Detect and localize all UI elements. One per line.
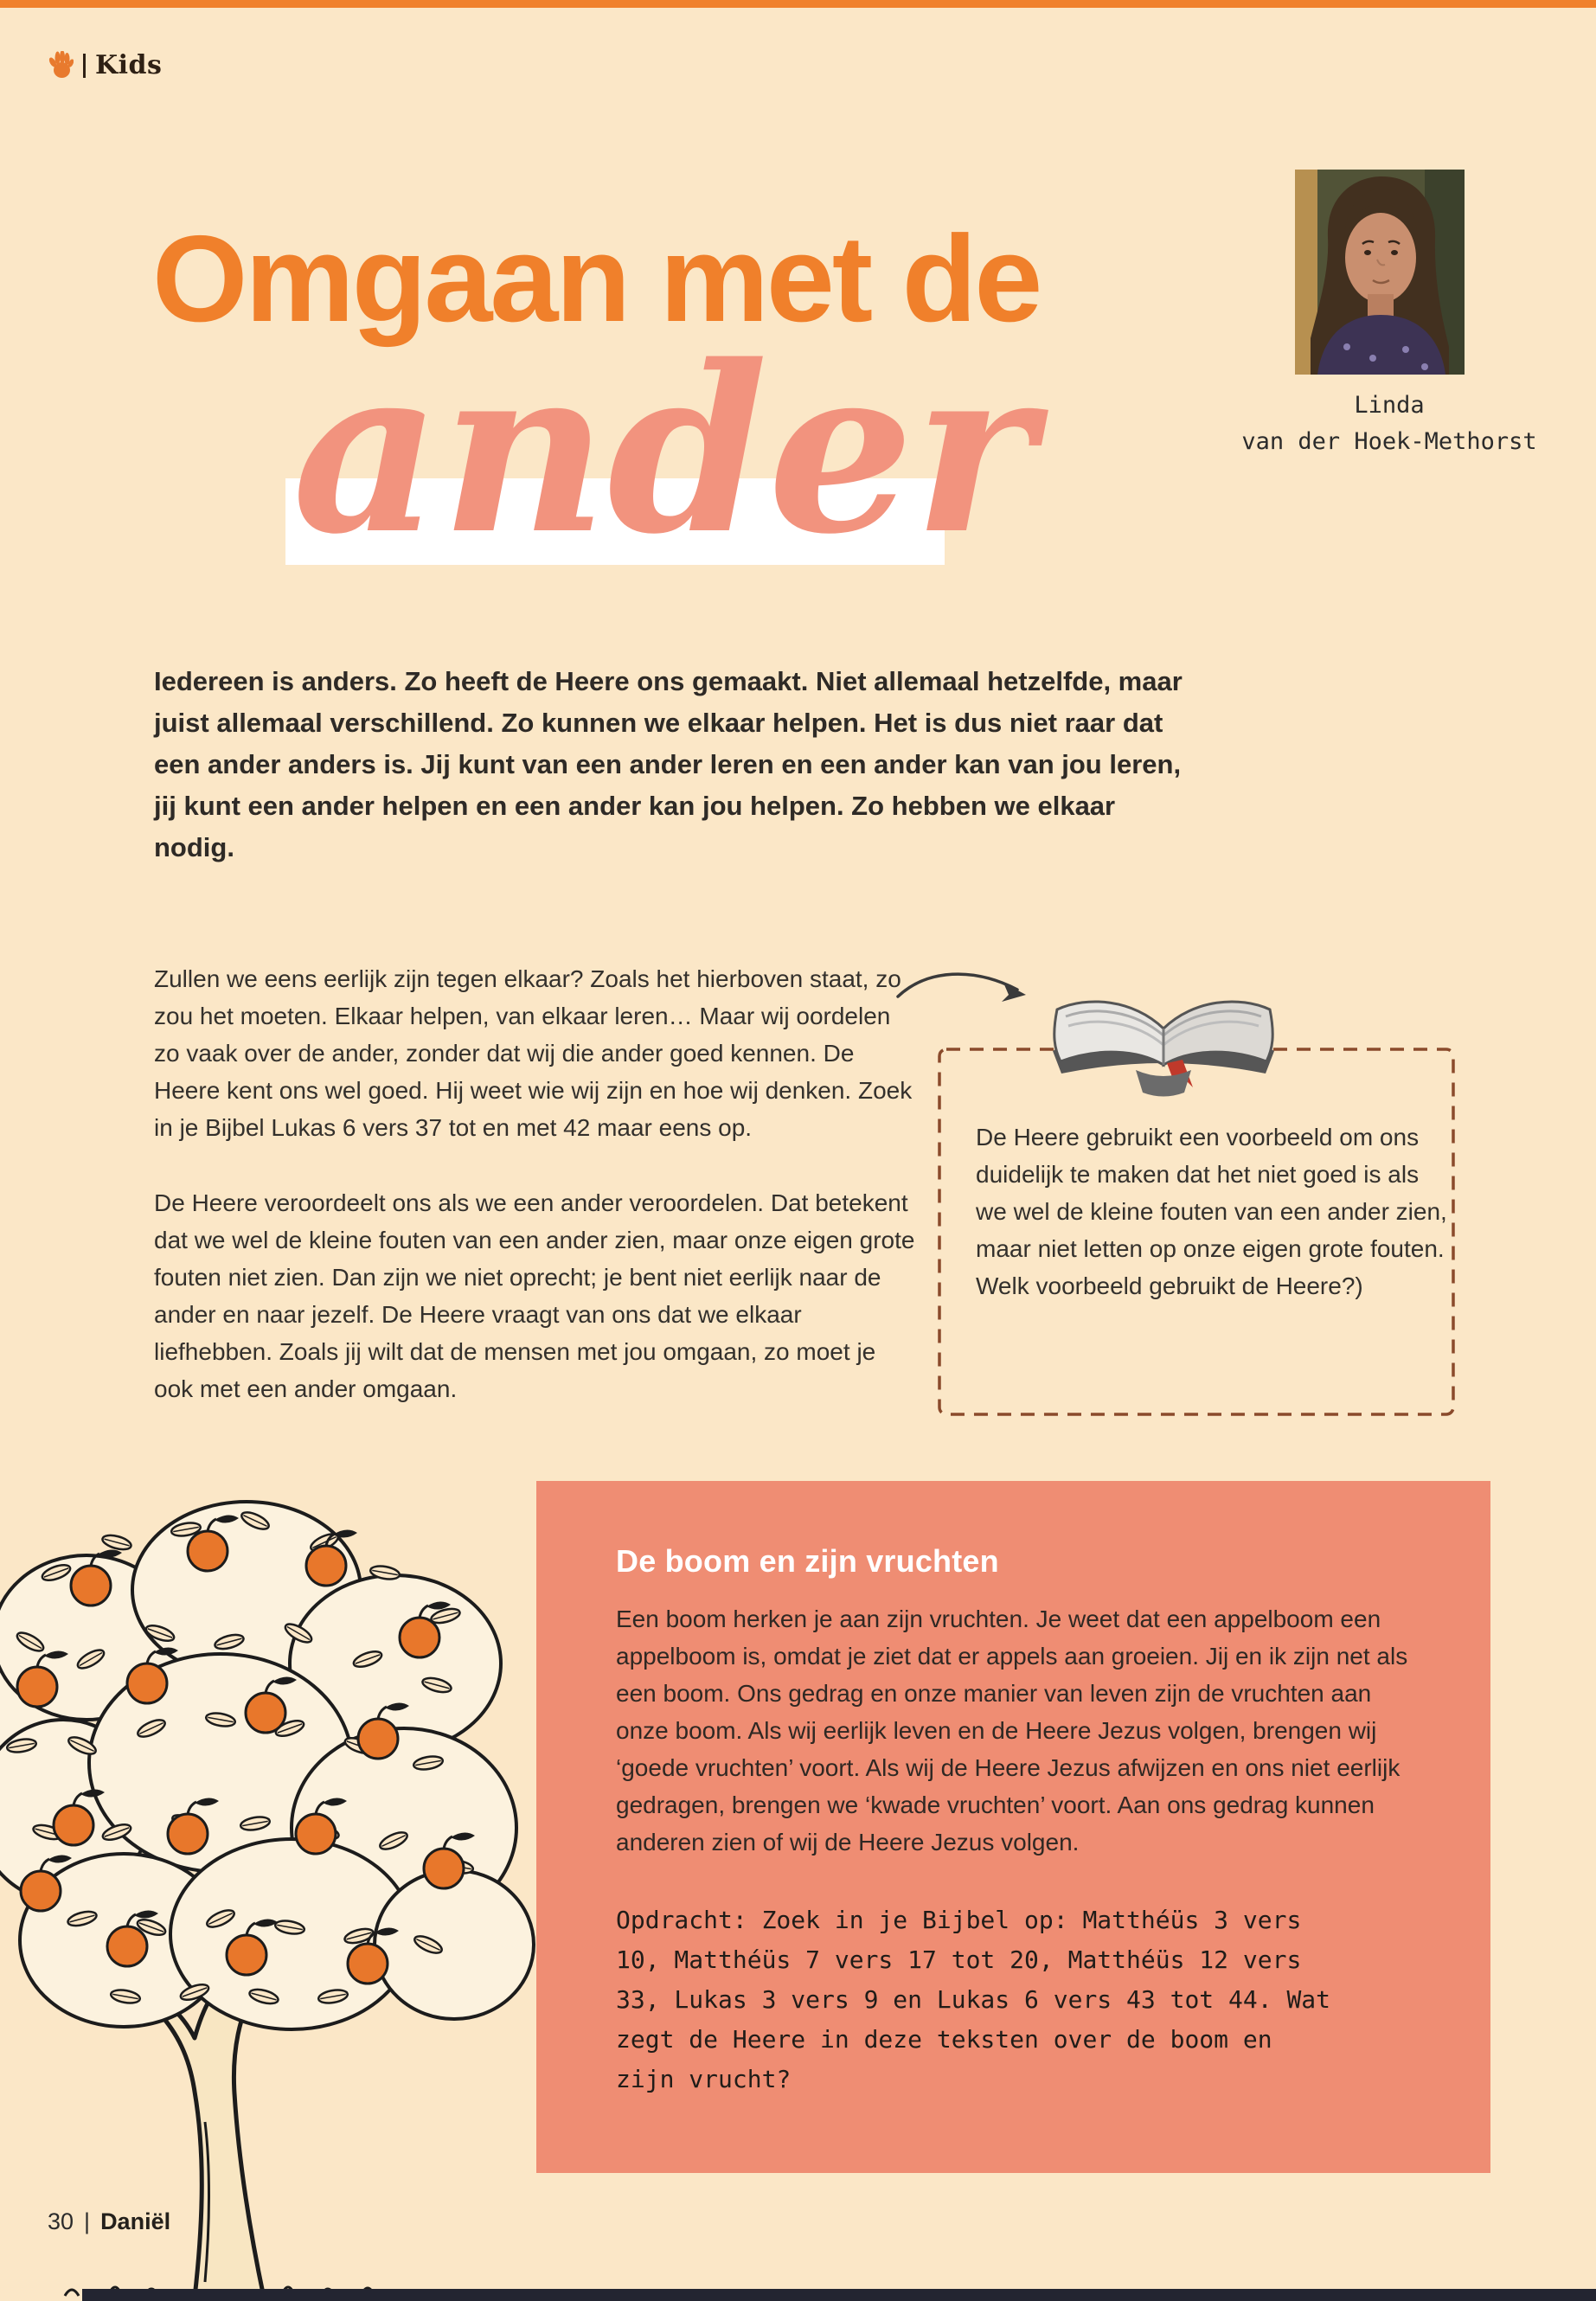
page-number: 30 xyxy=(48,2208,74,2234)
feature-assignment: Opdracht: Zoek in je Bijbel op: Matthéüs 3 vers 10, Matthéüs 7 vers 17 tot 20, Matthéüs 12 vers 33, Lukas 3 vers 9 en Lukas 6 vers 43 tot 44. Wat zegt de Heere in deze teksten over de boom en zijn vrucht? xyxy=(616,1906,1331,2093)
footer-separator: | xyxy=(84,2208,91,2234)
brand-divider xyxy=(83,54,86,78)
feature-body: Een boom herken je aan zijn vruchten. Je weet dat een appelboom een appelboom is, omdat je ziet dat er appels aan groeien. Jij en ik zijn net als een boom. Ons gedrag en onze manier van leven zijn de vruchten aan onze boom. Als wij eerlijk leven en de Heere Jezus volgen, brengen wij ‘goede vruchten’ voort. Als wij de Heere Jezus afwijzen en ons niet eerlijk gedragen, brengen we ‘kwade vruchten’ voort. Aan ons gedrag kunnen anderen zien of wij de Heere Jezus volgen. xyxy=(616,1606,1408,1856)
author-last-name: van der Hoek-Methorst xyxy=(1241,428,1537,455)
portrait-illustration xyxy=(1295,170,1465,375)
section-brand xyxy=(48,50,162,80)
hand-icon xyxy=(48,51,74,80)
open-book-icon xyxy=(1034,965,1293,1101)
body-paragraph-1: Zullen we eens eerlijk zijn tegen elkaar? Zoals het hierboven staat, zo zou het moeten. Elkaar helpen, van elkaar leren… Maar wij oordelen zo vaak over de ander, zonder dat wij die ander goed kennen. De Heere kent ons wel goed. Hij weet wie wij zijn en hoe wij denken. Zoek in je Bijbel Lukas 6 vers 37 tot en met 42 maar eens op. xyxy=(154,965,913,1141)
page-title-line1: Omgaan met de xyxy=(152,210,1041,348)
author-photo xyxy=(1295,170,1465,375)
intro-paragraph: Iedereen is anders. Zo heeft de Heere ons gemaakt. Niet allemaal hetzelfde, maar juist allemaal verschillend. Zo kunnen we elkaar helpen. Het is dus niet raar dat een ander anders is. Jij kunt van een ander leren en een ander kan van jou leren, jij kunt een ander helpen en een ander kan jou helpen. Zo hebben we elkaar nodig. xyxy=(154,666,1183,862)
body-column xyxy=(154,960,915,1407)
orange-tree-illustration xyxy=(0,1460,549,2301)
brand-label: Kids xyxy=(95,50,163,80)
author-credit xyxy=(1173,388,1596,460)
top-accent-bar xyxy=(0,0,1596,8)
feature-heading: De boom en zijn vruchten xyxy=(616,1543,999,1579)
bottom-edge-strip xyxy=(82,2289,1596,2301)
feature-box xyxy=(536,1481,1490,2173)
callout-text: De Heere gebruikt een voorbeeld om ons duidelijk te maken dat het niet goed is als we wel de kleine fouten van een ander zien, maar niet letten op onze eigen grote fouten. Welk voorbeeld gebruikt de Heere?) xyxy=(976,1124,1447,1299)
curved-arrow-icon xyxy=(891,962,1047,1024)
author-first-name: Linda xyxy=(1354,392,1425,419)
body-paragraph-2: De Heere veroordeelt ons als we een ander veroordelen. Dat betekent dat we wel de kleine fouten van een ander zien, maar onze eigen grote fouten niet zien. Dan zijn we niet oprecht; je bent niet eerlijk naar de ander en naar jezelf. De Heere vraagt van ons dat we elkaar liefhebben. Zoals jij wilt dat de mensen met jou omgaan, zo moet je ook met een ander omgaan. xyxy=(154,1189,915,1402)
magazine-name: Daniël xyxy=(100,2208,171,2234)
page-title-line2: ander xyxy=(292,316,1035,585)
page-footer xyxy=(48,2208,170,2235)
